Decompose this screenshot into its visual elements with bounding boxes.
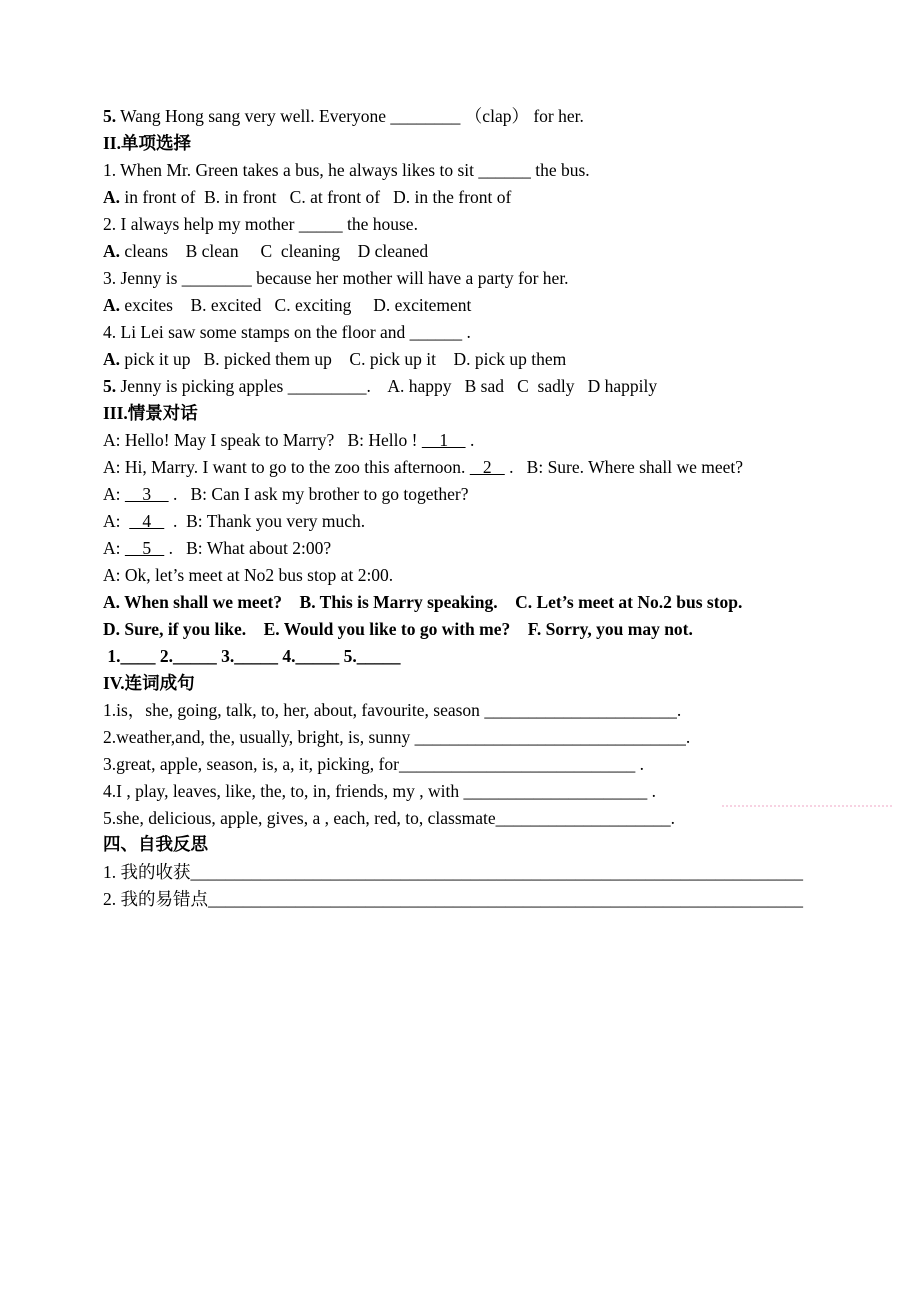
dialog-line-4 [103, 508, 863, 535]
answer-blank-5: 5 [124, 538, 165, 558]
dialog-line-1 [103, 427, 863, 454]
sentence-q2 [103, 724, 863, 751]
dialog-text: A: Hi, Marry. I want to go to the zoo this afternoon. [103, 457, 470, 477]
question-text: 5.she, delicious, apple, gives, a , each, red, to, classmate [103, 808, 496, 828]
options-text: pick it up B. picked them up C. pick up it D. pick up them [120, 349, 567, 369]
reflection-line-1 [103, 859, 863, 886]
dialog-line-5 [103, 535, 863, 562]
pink-dotted-line [722, 805, 892, 807]
write-blank: ___________________________ . [398, 754, 644, 774]
item-text: Wang Hong sang very well. Everyone ________ （clap） for her. [116, 106, 584, 126]
mc-question-4 [103, 319, 863, 346]
section-heading-label: III.情景对话 [103, 403, 198, 423]
mc-question-1 [103, 157, 863, 184]
item-number: 5. [103, 106, 117, 126]
question-text: 2.weather,and, the, usually, bright, is, sunny [103, 727, 415, 747]
sentence-q3 [103, 751, 863, 778]
answer-blank-2: 2 [469, 457, 505, 477]
answer-blank-3: 3 [124, 484, 169, 504]
reflection-label: 1. 我的收获 [103, 862, 191, 882]
option-a-label: A. [103, 187, 121, 207]
option-a-label: A. [103, 241, 121, 261]
question-text: 3. Jenny is ________ because her mother will have a party for her. [103, 268, 569, 288]
write-blank: ____________________. [495, 808, 676, 828]
section-heading-choice [103, 130, 863, 157]
dialog-line-2 [103, 454, 863, 481]
option-a-label: A. [103, 349, 121, 369]
mc-question-2 [103, 211, 863, 238]
question-text: 2. I always help my mother _____ the house. [103, 214, 418, 234]
question-text: 4. Li Lei saw some stamps on the floor and ______ . [103, 322, 471, 342]
mc-question-3-options [103, 292, 863, 319]
dialog-text: . B: Sure. Where shall we meet? [504, 457, 744, 477]
dialog-line-6 [103, 562, 863, 589]
options-text: cleans B clean C cleaning D cleaned [120, 241, 429, 261]
dialog-options-row-2 [103, 616, 863, 643]
dialog-answer-blanks [103, 643, 863, 670]
reflection-label: 2. 我的易错点 [103, 889, 208, 909]
dialog-text: . B: What about 2:00? [164, 538, 332, 558]
section-heading-sentence [103, 670, 863, 697]
answer-blank-1: 1 [421, 430, 466, 450]
dialog-line-3 [103, 481, 863, 508]
options-text: D. Sure, if you like. E. Would you like to go with me? F. Sorry, you may not. [103, 619, 693, 639]
dialog-text: . [465, 430, 475, 450]
options-text: A. When shall we meet? B. This is Marry speaking. C. Let’s meet at No.2 bus stop. [103, 592, 743, 612]
question-text: 3.great, apple, season, is, a, it, picking, for [103, 754, 399, 774]
mc-question-4-options [103, 346, 863, 373]
question-text: 4.I , play, leaves, like, the, to, in, friends, my , with [103, 781, 464, 801]
document-page [103, 103, 863, 913]
mc-question-3 [103, 265, 863, 292]
dialog-text: A: Ok, let’s meet at No2 bus stop at 2:00. [103, 565, 394, 585]
section-heading-label: 四、自我反思 [103, 835, 208, 855]
write-blank: ______________________________________________________________________ [190, 862, 803, 882]
section-heading-label: IV.连词成句 [103, 673, 195, 693]
mc-question-1-options [103, 184, 863, 211]
sentence-q4 [103, 778, 863, 805]
dialog-options-row-1 [103, 589, 863, 616]
mc-question-5 [103, 373, 863, 400]
question-text: 1.is，she, going, talk, to, her, about, favourite, season [103, 700, 485, 720]
dialog-text: A: Hello! May I speak to Marry? B: Hello ! [103, 430, 422, 450]
option-a-label: A. [103, 295, 121, 315]
item-number: 5. [103, 376, 117, 396]
write-blank: ______________________. [484, 700, 682, 720]
answer-blank-4: 4 [129, 511, 165, 531]
answer-blanks-text: 1.____ 2._____ 3._____ 4._____ 5._____ [103, 646, 401, 666]
reflection-heading [103, 832, 863, 859]
dialog-text: . B: Thank you very much. [164, 511, 366, 531]
mc-question-2-options [103, 238, 863, 265]
dialog-text: A: [103, 484, 125, 504]
question-text: Jenny is picking apples _________. A. happy B sad C sadly D happily [116, 376, 658, 396]
dialog-text: A: [103, 511, 130, 531]
section-heading-dialog [103, 400, 863, 427]
options-text: in front of B. in front C. at front of D. in the front of [120, 187, 512, 207]
dialog-text: A: [103, 538, 125, 558]
completion-item-5 [103, 103, 863, 130]
question-text: 1. When Mr. Green takes a bus, he always likes to sit ______ the bus. [103, 160, 590, 180]
write-blank: _____________________ . [463, 781, 656, 801]
sentence-q1 [103, 697, 863, 724]
dialog-text: . B: Can I ask my brother to go together? [168, 484, 469, 504]
options-text: excites B. excited C. exciting D. excitement [120, 295, 472, 315]
write-blank: ____________________________________________________________________ [208, 889, 803, 909]
sentence-q5 [103, 805, 863, 832]
reflection-line-2 [103, 886, 863, 913]
section-heading-label: II.单项选择 [103, 133, 191, 153]
write-blank: _______________________________. [414, 727, 691, 747]
